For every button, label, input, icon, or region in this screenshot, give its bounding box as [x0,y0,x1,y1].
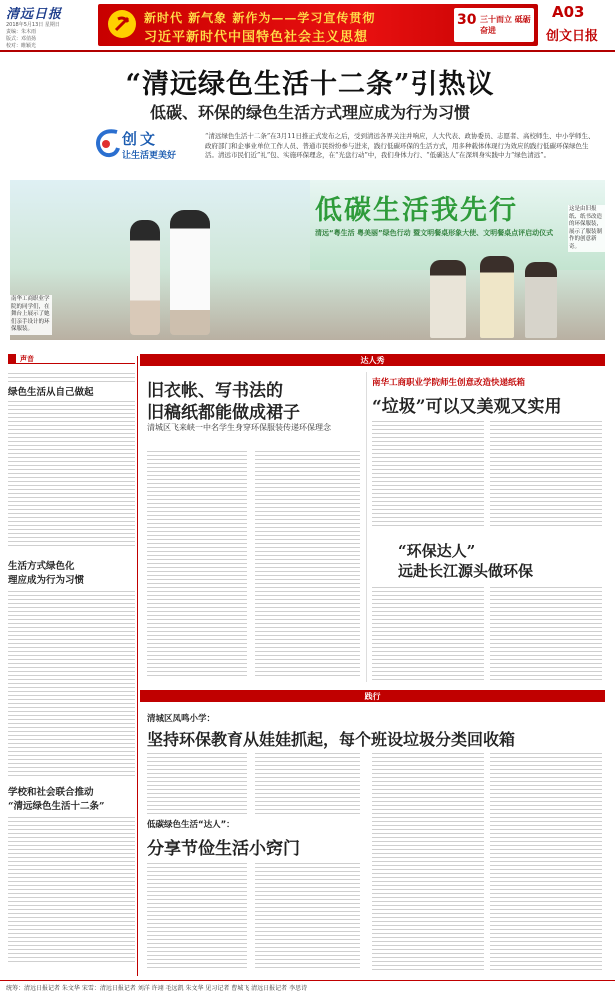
article-b-body [490,418,602,528]
article-b-kicker: 南华工商职业学院师生创意改造快递纸箱 [372,378,526,388]
masthead-meta [6,22,96,50]
footer-credits: 统筹：清远日报记者 朱文华 宋雪：清远日报记者 刘洋 许翊 毛远凯 朱文华 见习记者 曹城飞 清远日报记者 李思诗 [6,985,308,992]
article-e-kicker: 低碳绿色生活“达人”： [147,820,235,830]
text-block [8,398,135,548]
article-b-body [372,418,484,528]
meta-editor: 责编：朱木雨 [6,29,37,35]
model-figure [480,256,514,338]
article-c-body [372,584,484,680]
article-b-title: “垃圾”可以又美观又实用 [372,397,562,417]
issue-date: 2018年5月13日 星期日 [6,22,60,28]
article-c-title-2: 远赴长江源头做环保 [398,562,534,580]
article-c-title-1: “环保达人” [398,542,476,560]
performer-figure [170,210,210,335]
voice-header-label: 声音 [20,354,34,363]
banner-line1: 新时代 新气象 新作为——学习宣传贯彻 [144,11,376,25]
section-bar-jianxing [140,690,605,702]
article-a-title-1: 旧衣帐、写书法的 [147,381,283,401]
meta-proof: 校对：睢颖光 [6,43,37,49]
voice-heading-3b: “清远绿色生活十二条” [8,801,105,812]
voice-column [8,352,135,972]
banner-line2: 习近平新时代中国特色社会主义思想 [144,30,369,45]
article-e-body [147,860,247,970]
masthead-divider [0,50,615,52]
logo-sub: 让生活更美好 [122,151,177,161]
article-a-title-2: 旧稿纸都能做成裙子 [147,403,300,423]
article-d-title: 坚持环保教育从娃娃抓起，每个班设垃圾分类回收箱 [147,730,516,749]
article-a-subtitle: 清城区飞来峡一中名学生身穿环保服装传递环保理念 [147,423,331,432]
chuangwen-logo [92,126,192,166]
text-block [8,370,135,382]
section-bar-dajuxiu [140,354,605,366]
voice-heading-2b: 理应成为行为习惯 [8,575,85,586]
article-d-body [147,750,247,815]
article-d-body [372,750,484,970]
text-block [8,588,135,778]
main-subtitle: 低碳、环保的绿色生活方式理应成为行为习惯 [149,103,470,122]
page-number: A03 [552,3,585,21]
section-label: 达人秀 [360,355,385,365]
photo-banner-text: 低碳生活我先行 [315,195,518,226]
newspaper-logo [6,3,66,22]
article-d-kicker: 清城区凤鸣小学： [147,714,216,724]
voice-header-icon [8,354,16,363]
footer-rule [0,980,615,981]
section-label: 践行 [364,691,381,701]
article-e-title: 分享节俭生活小窍门 [147,839,300,859]
photo-banner-sub: 清远“粤生活 粤美丽”绿色行动 暨文明餐桌形象大使、文明餐桌点评启动仪式 [315,229,554,237]
section-name: 创文日报 [546,29,599,44]
badge-text: 三十而立 砥砺奋进 [480,14,531,35]
model-figure [430,260,466,338]
photo-caption-right: 这是由旧报纸、纸书改造的环保服装，展示了服装制作的创意新奇。 [568,205,608,252]
logo-main: 创文 [122,130,159,148]
emblem-icon [108,10,136,38]
voice-header [8,354,135,364]
photo-caption-left: 南华工商职业学院的同学们，在舞台上展示了她们亲手设计的环保服装。 [10,295,52,335]
article-a-body [147,448,247,678]
voice-heading-2a: 生活方式绿色化 [8,561,75,572]
anniversary-badge [454,8,534,42]
column-divider [366,372,367,682]
main-title: “清远绿色生活十二条”引热议 [125,69,495,100]
theme-banner [98,4,538,46]
article-a-body [255,448,360,678]
main-intro: “清远绿色生活十二条”在3月11日推正式发布之后，受到清远各界关注并响应，人大代表、政协委员、志愿者、高校师生、中小学师生、政府部门和企事业单位工作人员、普通市民纷纷参与进来，践行低碳环保的生活方式，用多种载体体现行为效应的践行低碳环保绿色生活。清远市民们近”礼”包、实施环保理念，在“光盘行动”中，我们身体力行、“低碳达人”在深圳身实践中力“绿色清远”。 [205,132,595,159]
main-photo [10,180,605,340]
thirty-icon: 30 [457,12,477,28]
text-block [8,814,135,964]
model-figure [525,262,557,338]
article-d-body [490,750,602,970]
swirl-icon [92,126,122,162]
logo-text: 清远日报 [6,7,63,22]
performer-figure [130,220,160,335]
article-d-body [255,750,360,815]
column-divider [137,356,138,976]
voice-heading-1: 绿色生活从自己做起 [8,387,94,398]
article-e-body [255,860,360,970]
voice-heading-3a: 学校和社会联合推动 [8,787,94,798]
article-c-body [490,584,602,680]
masthead [0,0,615,50]
meta-layout: 版式：邓俏扬 [6,36,37,42]
